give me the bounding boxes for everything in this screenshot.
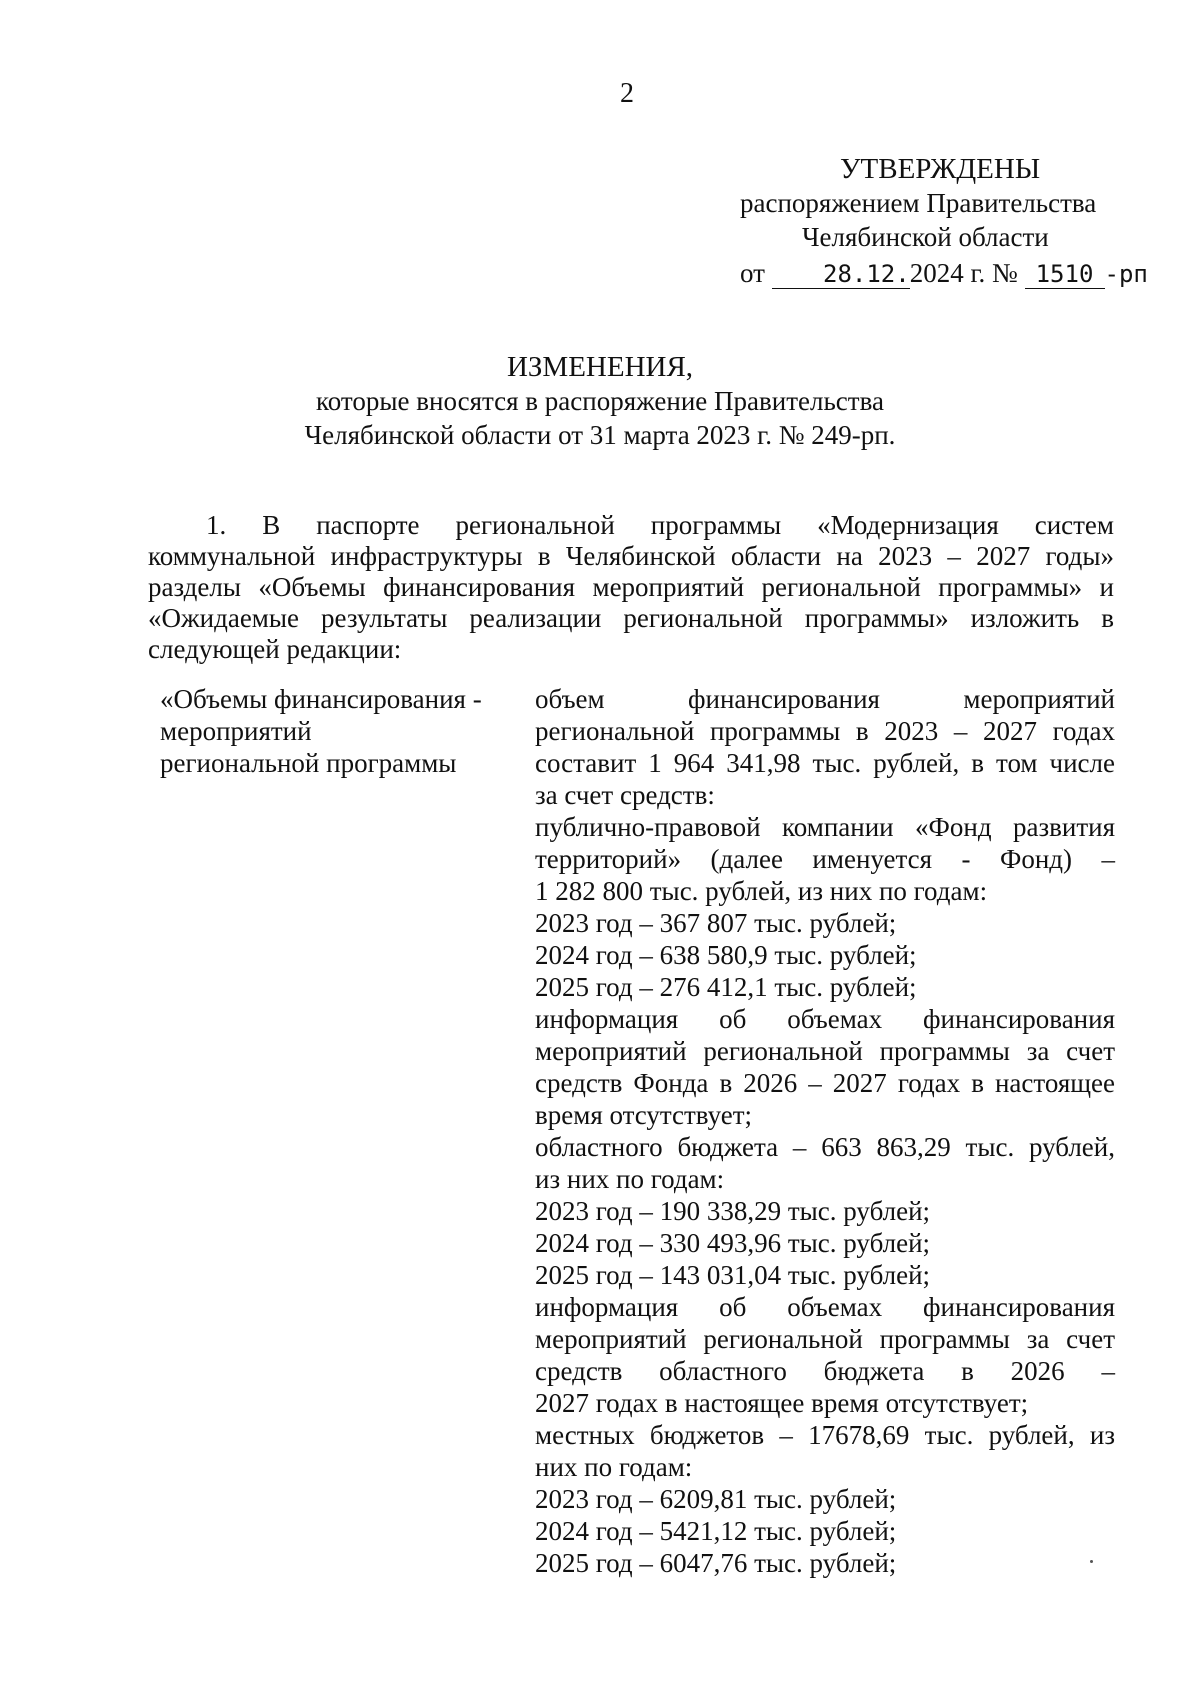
approval-date-line [740,256,1160,291]
table-right-column [535,683,1115,1579]
right-cell-line: них по годам: [535,1452,693,1482]
right-cell-line: региональной программы в 2023 – 2027 годах [535,716,1115,746]
date-prefix: от [740,258,765,288]
paragraph-line: «Ожидаемые результаты реализации региональной программы» изложить в [148,603,1114,633]
heading-title: ИЗМЕНЕНИЯ, [506,351,694,383]
right-cell-line: 2024 год – 330 493,96 тыс. рублей; [535,1228,931,1258]
heading-line-2: которые вносятся в распоряжение Правительства [316,386,884,416]
order-number: 1510 [1025,260,1105,289]
intro-paragraph [148,510,1114,665]
right-cell-line: информация об объемах финансирования [535,1292,1115,1322]
approval-line-2: распоряжением Правительства [740,188,1097,218]
left-cell-line: «Объемы финансирования - [160,684,482,714]
right-cell-line: 1 282 800 тыс. рублей, из них по годам: [535,876,988,906]
right-cell-line: за счет средств: [535,780,715,810]
right-cell-line: объем финансирования мероприятий [535,684,1115,714]
order-number-suffix: -рп [1104,260,1148,288]
right-cell-line: 2025 год – 6047,76 тыс. рублей; [535,1548,897,1578]
right-cell-line: областного бюджета – 663 863,29 тыс. рублей, [535,1132,1115,1162]
paragraph-line: 1. В паспорте региональной программы «Модернизация систем [206,510,1114,540]
right-cell-line: 2025 год – 276 412,1 тыс. рублей; [535,972,917,1002]
right-cell-line: 2024 год – 638 580,9 тыс. рублей; [535,940,917,970]
date-value: 28.12. [772,260,910,289]
right-cell-line: мероприятий региональной программы за счет [535,1324,1115,1354]
right-cell-line: 2023 год – 6209,81 тыс. рублей; [535,1484,897,1514]
right-cell-line: 2027 годах в настоящее время отсутствует; [535,1388,1029,1418]
right-cell-line: составит 1 964 341,98 тыс. рублей, в том числе [535,748,1115,778]
approval-title: УТВЕРЖДЕНЫ [840,153,1041,185]
approval-block [740,152,1160,291]
right-cell-line: 2024 год – 5421,12 тыс. рублей; [535,1516,897,1546]
right-cell-line: мероприятий региональной программы за счет [535,1036,1115,1066]
right-cell-line: средств областного бюджета в 2026 – [535,1356,1115,1386]
document-heading [150,350,1050,452]
right-cell-line: из них по годам: [535,1164,725,1194]
date-suffix: 2024 г. № [909,258,1018,288]
paragraph-line: следующей редакции: [148,634,402,664]
right-cell-line: информация об объемах финансирования [535,1004,1115,1034]
right-cell-line: средств Фонда в 2026 – 2027 годах в настоящее [535,1068,1115,1098]
approval-line-3: Челябинской области [802,222,1049,252]
paragraph-line: коммунальной инфраструктуры в Челябинской области на 2023 – 2027 годы» [148,541,1114,571]
right-cell-line: публично-правовой компании «Фонд развития [535,812,1115,842]
paragraph-line: разделы «Объемы финансирования мероприятий региональной программы» и [148,572,1114,602]
table-left-column [160,683,520,779]
page-number: 2 [620,78,634,109]
right-cell-line: время отсутствует; [535,1100,753,1130]
right-cell-line: 2025 год – 143 031,04 тыс. рублей; [535,1260,931,1290]
left-cell-line: региональной программы [160,748,457,778]
right-cell-line: территорий» (далее именуется - Фонд) – [535,844,1115,874]
left-cell-line: мероприятий [160,716,312,746]
heading-line-3: Челябинской области от 31 марта 2023 г. № 249-рп. [304,420,896,450]
right-cell-line: местных бюджетов – 17678,69 тыс. рублей, из [535,1420,1115,1450]
scan-artifact [1090,1560,1093,1563]
right-cell-line: 2023 год – 190 338,29 тыс. рублей; [535,1196,931,1226]
right-cell-line: 2023 год – 367 807 тыс. рублей; [535,908,897,938]
